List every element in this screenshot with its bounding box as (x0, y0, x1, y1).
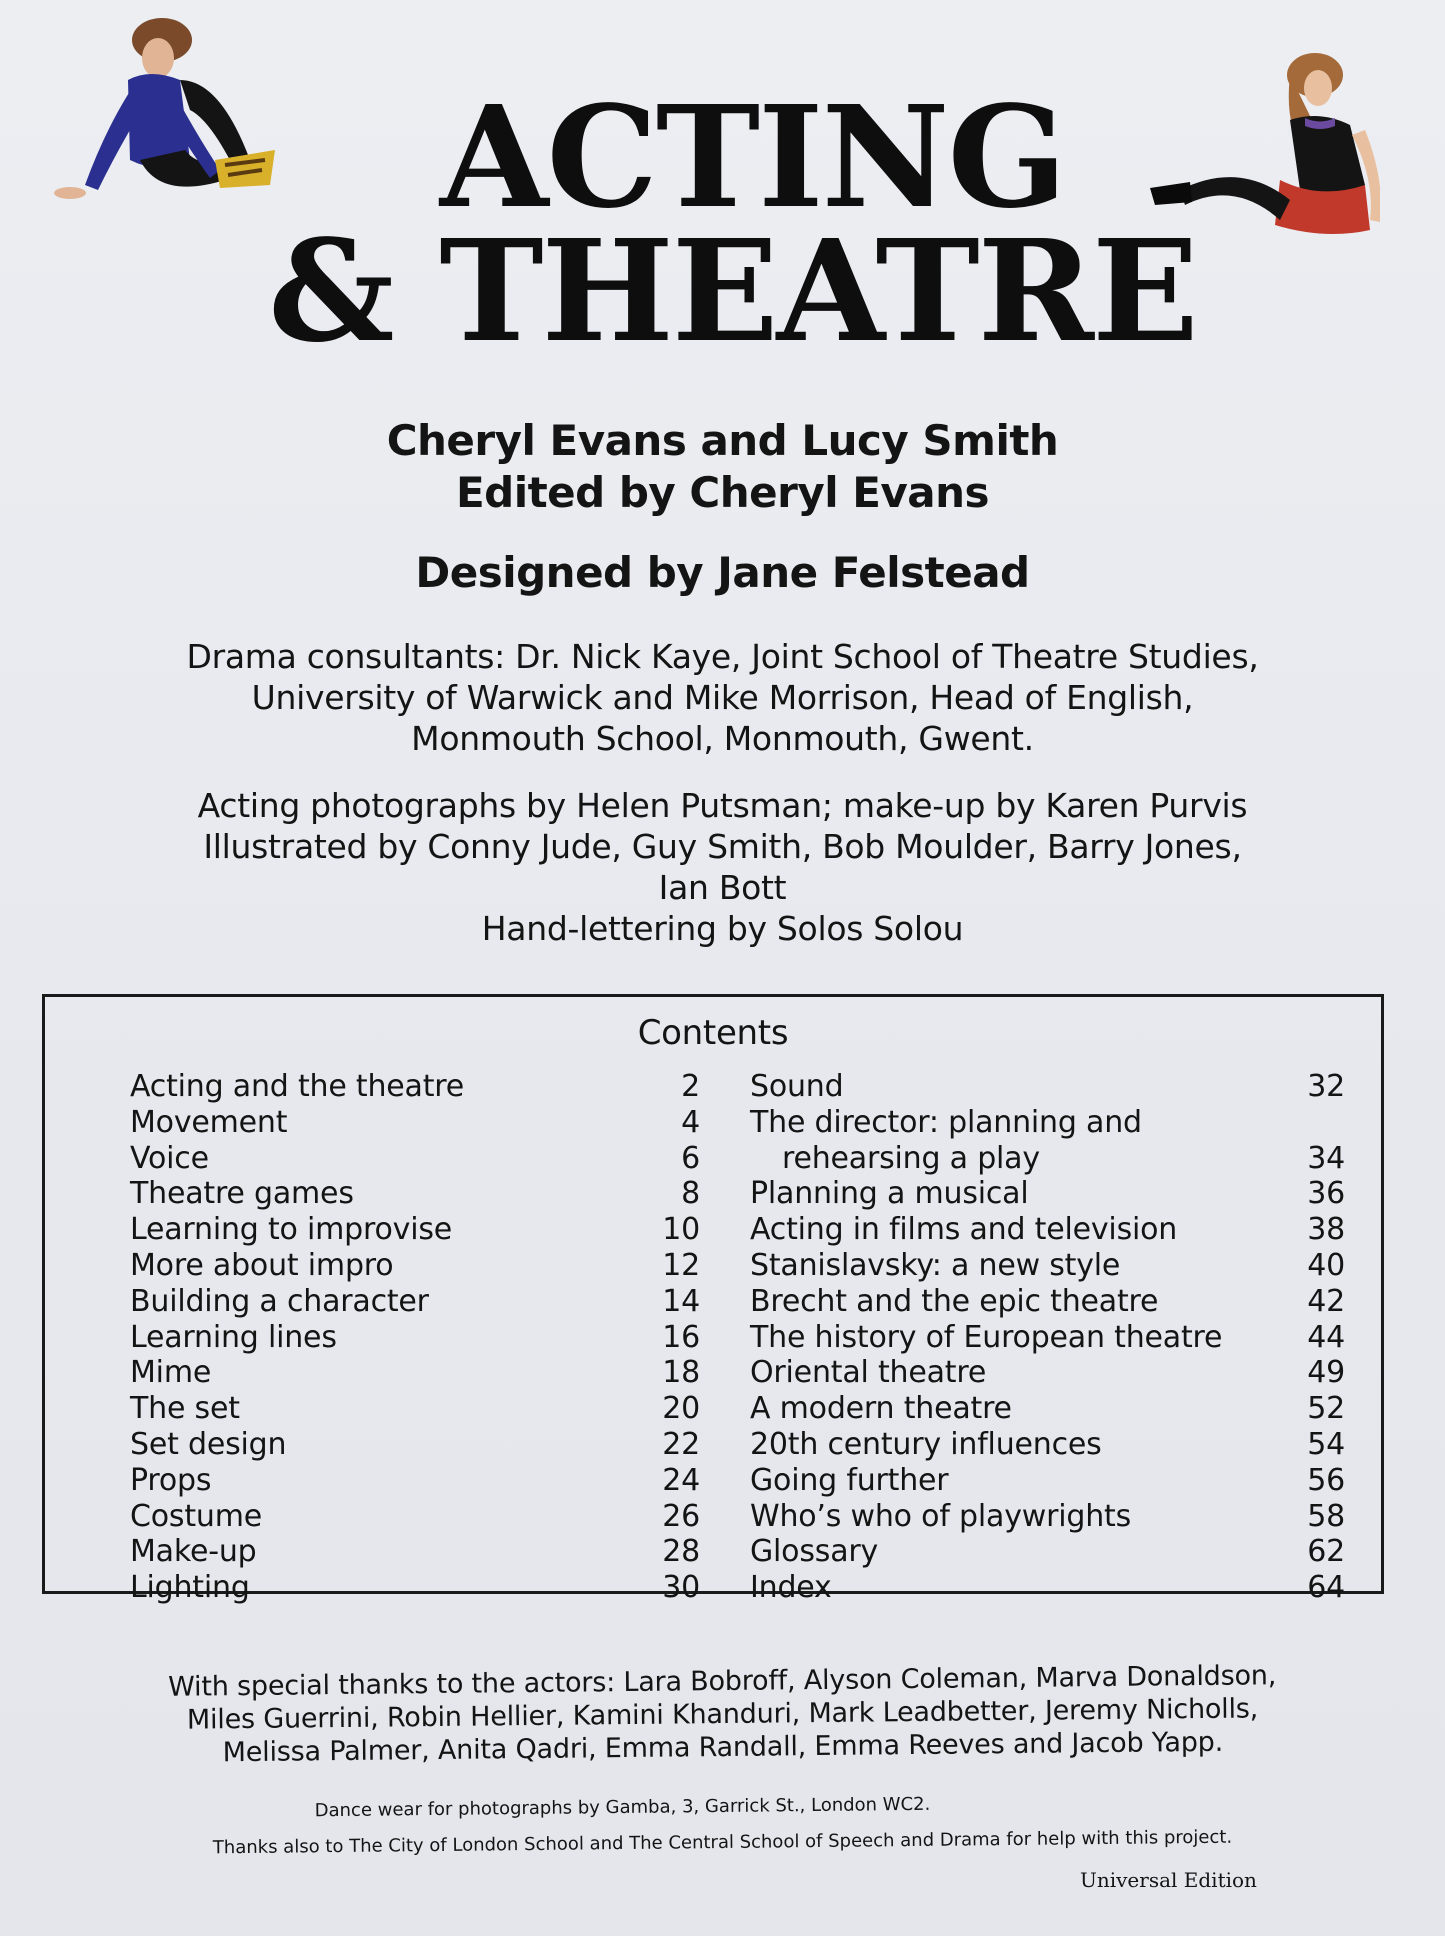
drama-consultants-credit (0, 636, 1445, 759)
entry-label: Lighting (130, 1570, 250, 1606)
contents-entry (750, 1212, 1385, 1248)
photo-illustration-credits (0, 785, 1445, 949)
entry-page: 16 (662, 1319, 700, 1355)
entry-page: 28 (662, 1534, 700, 1570)
entry-label: Set design (130, 1426, 287, 1462)
contents-entry (130, 1069, 700, 1105)
entry-page: 38 (1307, 1212, 1345, 1248)
contents-entry (750, 1534, 1385, 1570)
entry-label: Learning to improvise (130, 1212, 453, 1248)
contents-entry (750, 1141, 1385, 1177)
entry-page: 14 (662, 1283, 700, 1319)
photos-line-3: Ian Bott (658, 868, 787, 907)
entry-label: Sound (750, 1069, 844, 1104)
entry-label: The history of European theatre (750, 1319, 1223, 1355)
contents-left-column (130, 1069, 700, 1606)
contents-entry (750, 1391, 1385, 1427)
entry-page: 4 (681, 1104, 700, 1140)
entry-page: 8 (681, 1176, 700, 1212)
contents-entry (750, 1427, 1385, 1463)
entry-label: Glossary (750, 1534, 879, 1570)
title-acting: ACTING (439, 76, 1066, 240)
photos-line-2: Illustrated by Conny Jude, Guy Smith, Bob Moulder, Barry Jones, (203, 827, 1242, 866)
entry-label: Make-up (130, 1534, 257, 1570)
entry-label: Learning lines (130, 1319, 337, 1355)
entry-label: Mime (130, 1355, 212, 1391)
entry-label: Acting in films and television (750, 1212, 1178, 1248)
entry-label: Oriental theatre (750, 1355, 987, 1391)
entry-label: Props (130, 1462, 212, 1498)
entry-page: 36 (1307, 1176, 1345, 1212)
entry-page: 42 (1307, 1283, 1345, 1319)
authors-credit (0, 415, 1445, 519)
photos-line-1: Acting photographs by Helen Putsman; make-up by Karen Purvis (197, 786, 1248, 825)
contents-entry (750, 1463, 1385, 1499)
entry-label: A modern theatre (750, 1391, 1012, 1427)
contents-entry (130, 1463, 700, 1499)
contents-entry (130, 1284, 700, 1320)
contents-entry (130, 1320, 700, 1356)
contents-entry (130, 1534, 700, 1570)
entry-page: 2 (681, 1069, 700, 1104)
entry-page: 62 (1307, 1534, 1345, 1570)
entry-page: 6 (681, 1140, 700, 1176)
thanks-line-3: Melissa Palmer, Anita Qadri, Emma Randall, Emma Reeves and Jacob Yapp. (222, 1726, 1224, 1769)
consultants-line-2: University of Warwick and Mike Morrison, Head of English, (251, 678, 1194, 717)
entry-label: Going further (750, 1462, 949, 1498)
editor-line: Edited by Cheryl Evans (455, 468, 990, 517)
actors-thanks (0, 1657, 1445, 1771)
entry-page: 58 (1307, 1498, 1345, 1534)
contents-entry (750, 1355, 1385, 1391)
entry-page: 30 (662, 1570, 700, 1606)
entry-page: 64 (1307, 1570, 1345, 1606)
entry-page: 24 (662, 1462, 700, 1498)
entry-label: Planning a musical (750, 1176, 1029, 1212)
entry-page: 22 (662, 1426, 700, 1462)
authors-line: Cheryl Evans and Lucy Smith (386, 416, 1059, 465)
entry-page: 26 (662, 1498, 700, 1534)
contents-entry (130, 1427, 700, 1463)
entry-page: 54 (1307, 1426, 1345, 1462)
entry-label: Acting and the theatre (130, 1069, 465, 1104)
entry-page: 52 (1307, 1391, 1345, 1427)
entry-page: 40 (1307, 1247, 1345, 1283)
consultants-line-3: Monmouth School, Monmouth, Gwent. (411, 719, 1034, 758)
contents-entry (130, 1499, 700, 1535)
contents-entry (750, 1570, 1385, 1606)
entry-label: Who’s who of playwrights (750, 1498, 1131, 1534)
thanks-line-2: Miles Guerrini, Robin Hellier, Kamini Khanduri, Mark Leadbetter, Jeremy Nicholls, (186, 1693, 1259, 1736)
photos-line-4: Hand-lettering by Solos Solou (481, 909, 964, 948)
entry-label: More about impro (130, 1247, 394, 1283)
contents-entry (130, 1176, 700, 1212)
entry-label: The director: planning and (750, 1104, 1142, 1140)
entry-page: 20 (662, 1391, 700, 1427)
contents-entry (130, 1391, 700, 1427)
dancewear-note: Dance wear for photographs by Gamba, 3, Garrick St., London WC2. (314, 1793, 931, 1822)
designer-credit: Designed by Jane Felstead (415, 548, 1030, 597)
entry-label: Movement (130, 1104, 288, 1140)
entry-label: Building a character (130, 1283, 429, 1319)
entry-page: 10 (662, 1212, 700, 1248)
contents-entry (750, 1284, 1385, 1320)
contents-entry (750, 1069, 1385, 1105)
contents-box (42, 994, 1384, 1606)
contents-entry (750, 1248, 1385, 1284)
entry-label: Stanislavsky: a new style (750, 1247, 1121, 1283)
entry-page: 12 (662, 1247, 700, 1283)
entry-label: Theatre games (130, 1176, 354, 1212)
entry-page: 56 (1307, 1462, 1345, 1498)
contents-entry (130, 1212, 700, 1248)
entry-page: 18 (662, 1355, 700, 1391)
entry-page: 44 (1307, 1319, 1345, 1355)
thanks-line-1: With special thanks to the actors: Lara Bobroff, Alyson Coleman, Marva Donaldson, (168, 1660, 1277, 1703)
contents-entry (130, 1570, 700, 1606)
entry-page: 49 (1307, 1355, 1345, 1391)
thanks-also-note: Thanks also to The City of London School and The Central School of Speech and Drama for help with this project. (212, 1826, 1233, 1859)
entry-label: Costume (130, 1498, 262, 1534)
consultants-line-1: Drama consultants: Dr. Nick Kaye, Joint School of Theatre Studies, (186, 637, 1259, 676)
entry-label: Index (750, 1570, 832, 1606)
contents-entry (130, 1355, 700, 1391)
entry-label: rehearsing a play (782, 1140, 1040, 1176)
entry-label: Voice (130, 1140, 209, 1176)
contents-right-column (750, 1069, 1385, 1606)
contents-entry (750, 1499, 1385, 1535)
contents-entry (130, 1105, 700, 1141)
contents-entry (750, 1105, 1385, 1141)
entry-page: 34 (1307, 1140, 1345, 1176)
entry-page: 32 (1307, 1069, 1345, 1104)
contents-entry (750, 1176, 1385, 1212)
contents-heading: Contents (637, 1013, 789, 1053)
entry-label: Brecht and the epic theatre (750, 1283, 1159, 1319)
entry-label: The set (130, 1391, 240, 1427)
contents-entry (750, 1320, 1385, 1356)
contents-entry (130, 1248, 700, 1284)
entry-label: 20th century influences (750, 1426, 1102, 1462)
edition-label: Universal Edition (1080, 1868, 1257, 1892)
contents-entry (130, 1141, 700, 1177)
title-and-theatre: & THEATRE (268, 210, 1197, 374)
